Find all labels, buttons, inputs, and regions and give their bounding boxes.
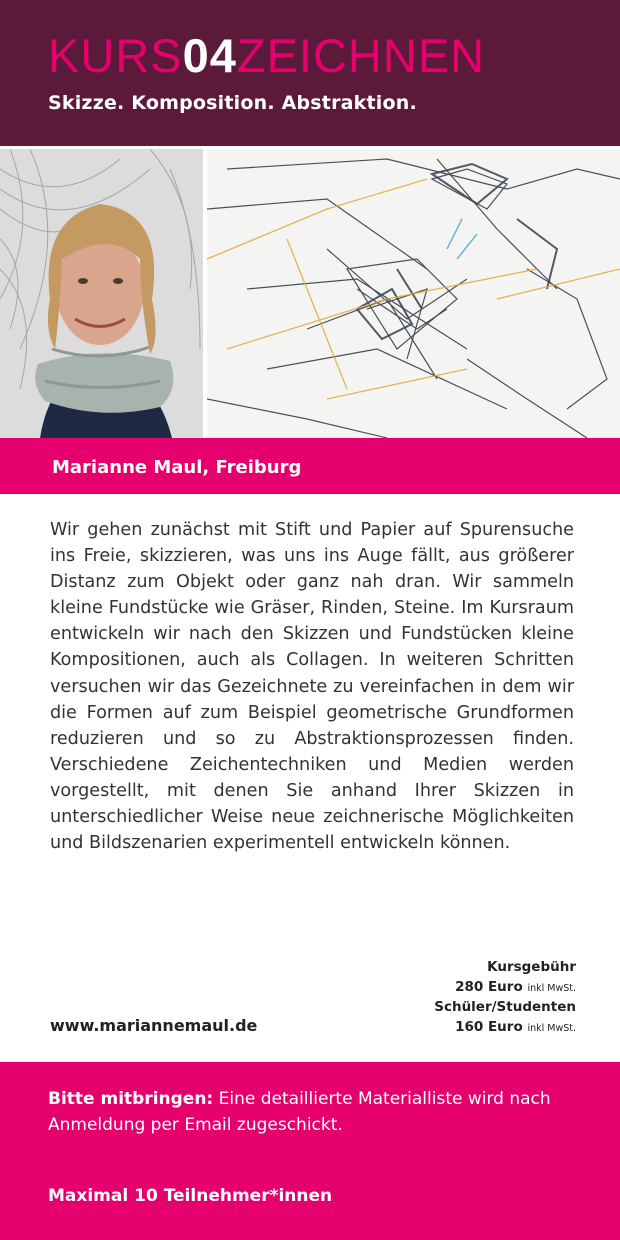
course-description: Wir gehen zunächst mit Stift und Papier auf Spurensuche ins Freie, skizzieren, was uns ins Auge fällt, aus größerer Distanz zum Objekt oder ganz nah dran. Wir sammeln kleine Fundstücke wie Gräser, Rinden, Steine. Im Kursraum entwickeln wir nach den Skizzen und Fundstücken kleine Kompositionen, auch als Collagen. In weiteren Schritten versuchen wir das Gezeichnete zu vereinfachen in dem wir die Formen auf zum Beispiel geometrische Grundformen reduzieren und so zu Abstraktionsprozessen finden. Verschiedene Zeichentechniken und Medien werden vorgestellt, mit denen Sie anhand Ihrer Skizzen in unterschiedlicher Weise neue zeichnerische Möglichkeiten und Bildszenarien experimentell entwickeln können.: [50, 520, 574, 854]
student-label: Schüler/Studenten: [434, 999, 576, 1015]
photo-strip: [0, 146, 620, 438]
course-subtitle: Skizze. Komposition. Abstraktion.: [48, 92, 417, 114]
fees-student-line: [434, 1018, 576, 1039]
website-link[interactable]: www.mariannemaul.de: [50, 1016, 258, 1035]
max-participants: Maximal 10 Teilnehmer*innen: [48, 1186, 333, 1206]
bring-label: Bitte mitbringen:: [48, 1089, 214, 1109]
regular-tax-note: inkl MwSt.: [527, 982, 576, 994]
instructor-name: Marianne Maul, Freiburg: [52, 457, 302, 478]
instructor-portrait-image: [0, 149, 203, 438]
artwork-illustration: [207, 149, 620, 438]
fees-regular-line: [434, 978, 576, 999]
course-title: [48, 30, 485, 82]
regular-price: 280 Euro: [455, 978, 523, 995]
student-price: 160 Euro: [455, 1018, 523, 1035]
title-part-kurs: KURS: [48, 29, 183, 82]
fees-block: [434, 958, 576, 1038]
portrait-illustration: [0, 149, 203, 438]
drawing-artwork-image: [207, 149, 620, 438]
title-part-zeichnen: ZEICHNEN: [236, 29, 486, 82]
student-tax-note: inkl MwSt.: [527, 1022, 576, 1034]
fees-label: Kursgebühr: [487, 959, 576, 975]
bring-text: Eine detaillierte Materialliste wird nach Anmeldung per Email zugeschickt.: [48, 1089, 551, 1135]
title-number: 04: [182, 29, 237, 82]
bring-notice: [48, 1086, 568, 1138]
